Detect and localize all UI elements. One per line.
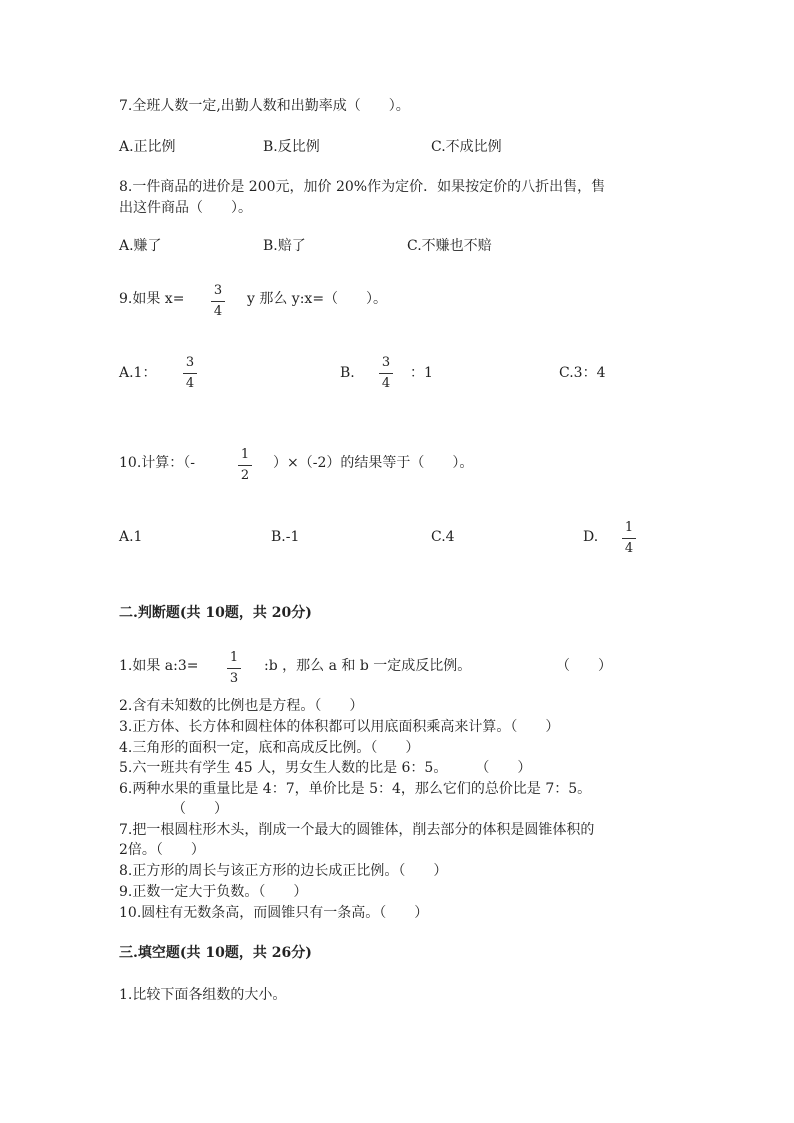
judge-item-1-denominator: 3 [229,671,239,686]
q10-option-d-fraction [622,520,636,557]
judge-item-1-fraction [227,650,241,687]
judge-item-3: 3.正方体、长方体和圆柱体的体积都可以用底面积乘高来计算。（ ） [119,719,560,735]
judge-item-1-numerator: 1 [229,650,239,665]
judge-item-7-line1: 7.把一根圆柱形木头，削成一个最大的圆锥体，削去部分的体积是圆锥体积的 [119,822,595,838]
q9-option-b-label: B. [340,365,355,381]
fraction-bar [183,373,197,374]
judge-item-9: 9.正数一定大于负数。（ ） [119,884,308,900]
judge-item-1-pre: 1.如果 a:3= [119,658,199,674]
q8-stem-line1: 8.一件商品的进价是 200元，加价 20%作为定价．如果按定价的八折出售，售 [119,179,606,195]
judge-item-1-answer-paren: （ ） [556,658,612,674]
fraction-bar [379,373,393,374]
q10-stem-pre: 10.计算：（- [119,455,195,471]
q9-option-a-numerator: 3 [185,355,195,370]
q10-option-d-denominator: 4 [624,541,634,556]
q9-option-a-fraction [183,355,197,392]
judge-item-6: 6.两种水果的重量比是 4：7，单价比是 5：4，那么它们的总价比是 7：5。 [119,781,592,797]
judge-item-4: 4.三角形的面积一定，底和高成反比例。（ ） [119,740,420,756]
q9-option-b-denominator: 4 [381,376,391,391]
q8-option-b: B.赔了 [263,238,306,254]
q8-stem-line2: 出这件商品（ ）。 [119,200,252,216]
fraction-bar [238,465,252,466]
section3-heading: 三.填空题(共 10题，共 26分) [119,945,312,961]
q9-fraction-numerator: 3 [213,283,223,298]
q10-option-d-numerator: 1 [624,520,634,535]
q7-option-a: A.正比例 [119,139,176,155]
fraction-bar [622,538,636,539]
fill-item-1: 1.比较下面各组数的大小。 [119,987,287,1003]
q10-option-a: A.1 [119,529,143,545]
q9-option-a-denominator: 4 [185,376,195,391]
q7-option-c: C.不成比例 [431,139,502,155]
q7-stem: 7.全班人数一定,出勤人数和出勤率成（ ）。 [119,98,410,114]
judge-item-5: 5.六一班共有学生 45 人，男女生人数的比是 6：5。 （ ） [119,760,532,776]
q9-option-b-suffix: ：1 [410,365,433,381]
q9-fraction [211,283,225,320]
fraction-bar [227,668,241,669]
q10-fraction-numerator: 1 [240,447,250,462]
judge-item-6-answer-paren: （ ） [172,801,228,817]
q10-stem-post: ）×（-2）的结果等于（ ）。 [273,455,474,471]
q9-option-a-label: A.1： [119,365,157,381]
fraction-bar [211,301,225,302]
q10-option-d-label: D. [583,529,599,545]
q7-option-b: B.反比例 [263,139,320,155]
q8-option-a: A.赚了 [119,238,162,254]
judge-item-1-post: :b ，那么 a 和 b 一定成反比例。 [264,658,472,674]
q9-stem-post: y 那么 y:x=（ ）。 [247,291,388,307]
section2-heading: 二.判断题(共 10题，共 20分) [119,605,312,621]
q10-fraction [238,447,252,484]
q9-option-b-fraction [379,355,393,392]
q9-fraction-denominator: 4 [213,304,223,319]
q8-option-c: C.不赚也不赔 [407,238,492,254]
q9-option-c: C.3：4 [559,365,606,381]
judge-item-8: 8.正方形的周长与该正方形的边长成正比例。（ ） [119,863,448,879]
judge-item-10: 10.圆柱有无数条高，而圆锥只有一条高。（ ） [119,905,429,921]
q10-option-c: C.4 [431,529,455,545]
q9-option-b-numerator: 3 [381,355,391,370]
judge-item-2: 2.含有未知数的比例也是方程。（ ） [119,698,364,714]
q9-stem-pre: 9.如果 x= [119,291,185,307]
q10-option-b: B.-1 [271,529,300,545]
judge-item-7-line2: 2倍。（ ） [119,842,205,858]
q10-fraction-denominator: 2 [240,468,250,483]
